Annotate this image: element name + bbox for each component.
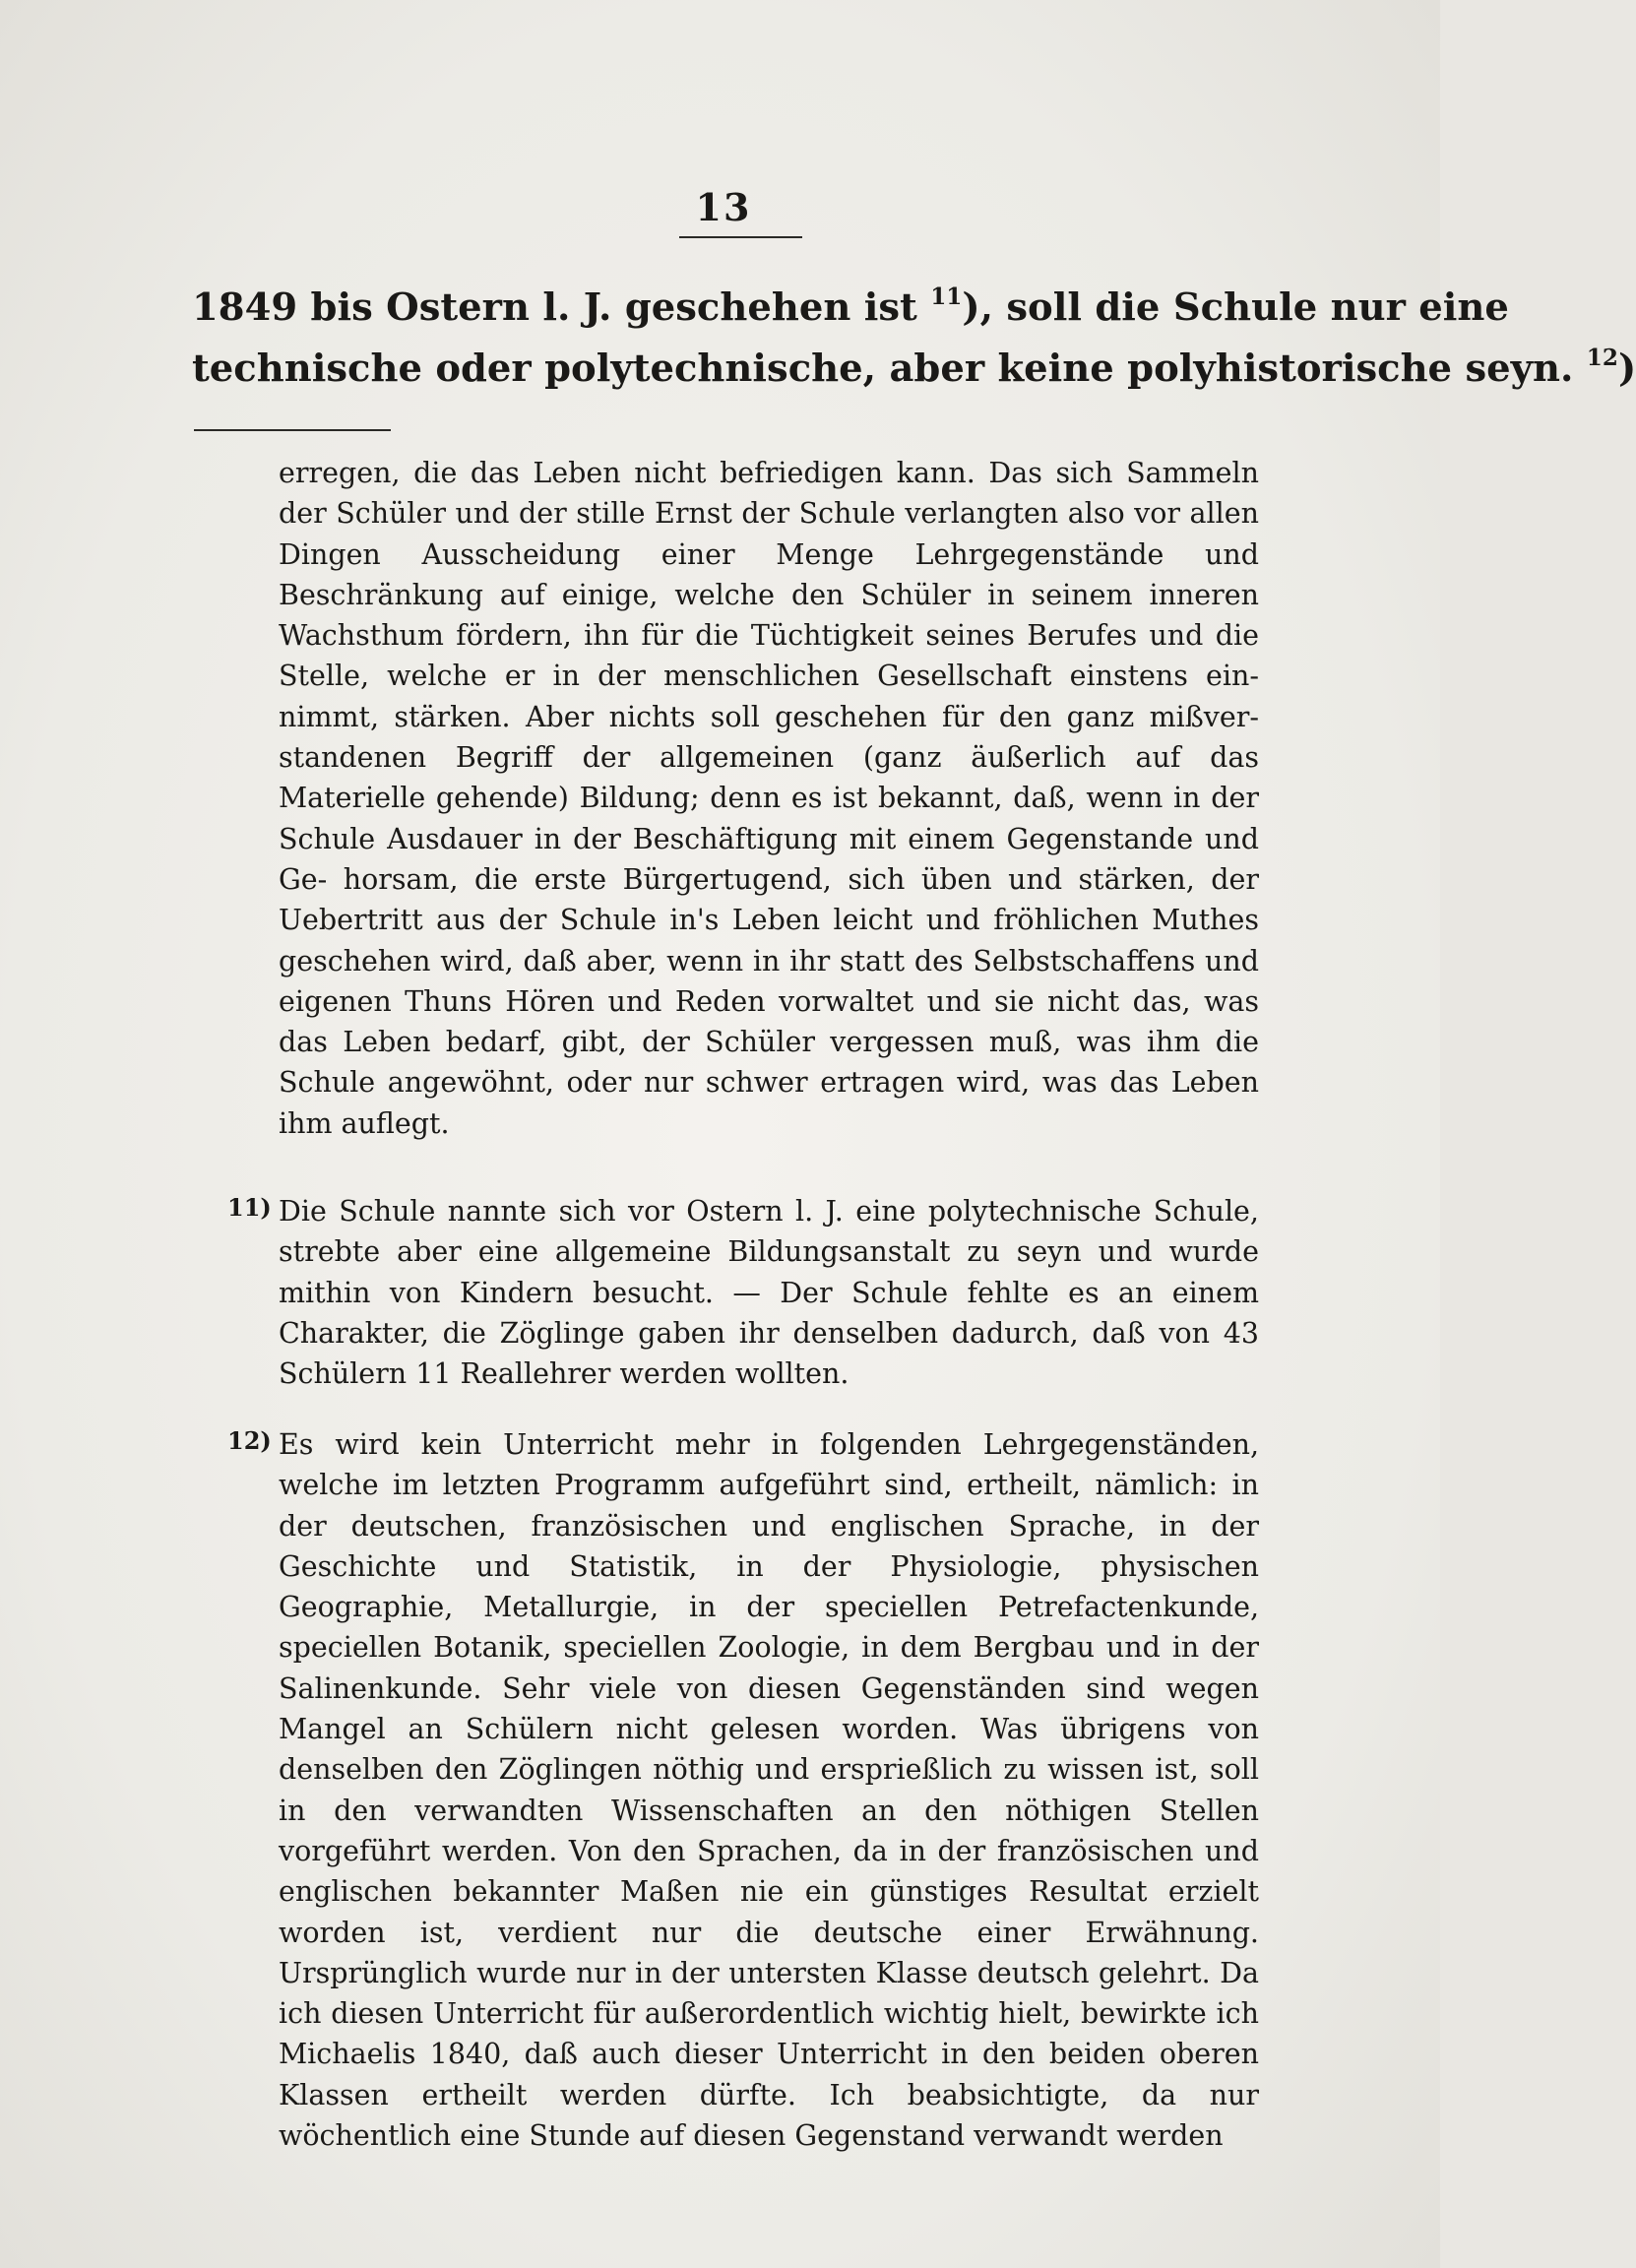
- main-text-part-4: ): [1617, 346, 1636, 391]
- footnote-11-marker: 11): [227, 1193, 272, 1222]
- footnote-ref-12[interactable]: 12: [1586, 344, 1618, 371]
- page-number: 13: [695, 185, 752, 229]
- footnote-12: [227, 1424, 1259, 2156]
- footnote-11-text: Die Schule nannte sich vor Ostern l. J. eine polytechnische Schule, strebte aber eine allgemeine Bildungsanstalt zu seyn und wurde mithin von Kindern besucht. — Der Schule fehlte es an einem Charakter, die Zöglinge gaben ihr denselben dadurch, daß von 43 Schülern 11 Reallehrer werden wollten.: [279, 1195, 1259, 1391]
- main-text-part-2: ), soll die Schule nur eine: [962, 285, 1509, 330]
- footnote-separator: [194, 429, 391, 431]
- footnote-11: [227, 1191, 1259, 1394]
- main-text-part-1: 1849 bis Ostern l. J. geschehen ist: [192, 285, 931, 330]
- footnote-continuation: erregen, die das Leben nicht befriedigen kann. Das sich Sammeln der Schüler und der stille Ernst der Schule verlangten also vor allen Dingen Ausscheidung einer Menge Lehrgegenstände und Beschränkung auf einige, welche den Schüler in seinem inneren Wachsthum fördern, ihn für die Tüchtigkeit seines Berufes und die Stelle, welche er in der menschlichen Gesellschaft einstens ein- nimmt, stärken. Aber nichts soll geschehen für den ganz mißver- standenen Begriff der allgemeinen (ganz äußerlich auf das Materielle gehende) Bildung; denn es ist bekannt, daß, wenn in der Schule Ausdauer in der Beschäftigung mit einem Gegenstande und Ge- horsam, die erste Bürgertugend, sich üben und stärken, der Uebertritt aus der Schule in's Leben leicht und fröhlichen Muthes geschehen wird, daß aber, wenn in ihr statt des Selbstschaffens und eigenen Thuns Hören und Reden vorwaltet und sie nicht das, was das Leben bedarf, gibt, der Schüler vergessen muß, was ihm die Schule angewöhnt, oder nur schwer ertragen wird, was das Leben ihm auflegt.: [279, 457, 1259, 1140]
- main-text: [192, 278, 1636, 400]
- page-number-rule: [679, 236, 802, 238]
- footnote-ref-11[interactable]: 11: [930, 283, 963, 310]
- main-text-part-3: technische oder polytechnische, aber keine polyhistorische seyn.: [192, 346, 1587, 391]
- footnote-12-marker: 12): [227, 1426, 272, 1455]
- footnote-12-text: Es wird kein Unterricht mehr in folgenden Lehrgegenständen, welche im letzten Programm aufgeführt sind, ertheilt, nämlich: in der deutschen, französischen und englischen Sprache, in der Geschichte und Statistik, in der Physiologie, physischen Geographie, Metallurgie, in der speciellen Petrefactenkunde, speciellen Botanik, speciellen Zoologie, in dem Bergbau und in der Salinenkunde. Sehr viele von diesen Gegenständen sind wegen Mangel an Schülern nicht gelesen worden. Was übrigens von denselben den Zöglingen nöthig und ersprießlich zu wissen ist, soll in den verwandten Wissenschaften an den nöthigen Stellen vorgeführt werden. Von den Sprachen, da in der französischen und englischen bekannter Maßen nie ein günstiges Resultat erzielt worden ist, verdient nur die deutsche einer Erwähnung. Ursprünglich wurde nur in der untersten Klasse deutsch gelehrt. Da ich diesen Unterricht für außerordentlich wichtig hielt, bewirkte ich Michaelis 1840, daß auch dieser Unterricht in den beiden oberen Klassen ertheilt werden dürfte. Ich beabsichtigte, da nur wöchentlich eine Stunde auf diesen Gegenstand verwandt werden: [279, 1428, 1259, 2153]
- main-text-line-1: [192, 278, 1509, 339]
- main-text-line-2: [192, 339, 1636, 400]
